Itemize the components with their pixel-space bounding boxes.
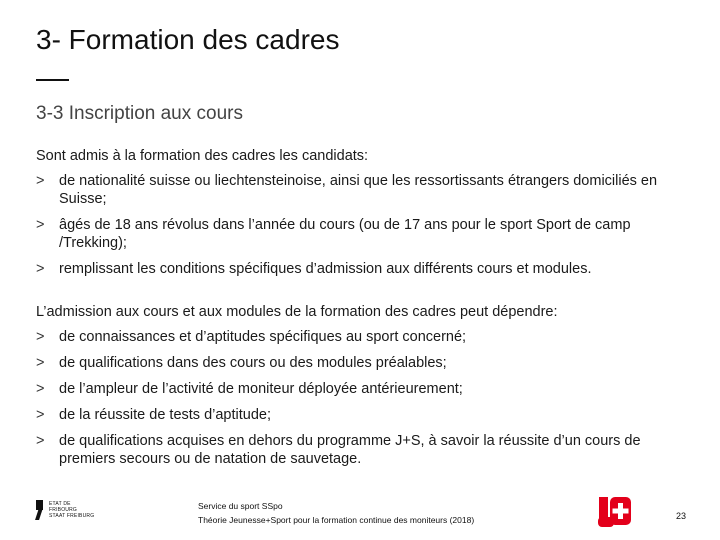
bullet-marker: > xyxy=(36,381,45,397)
list-item-text: de qualifications acquises en dehors du programme J+S, à savoir la réussite d’un cours de premiers secours ou de natation de sauvetage. xyxy=(59,433,641,467)
bullet-marker: > xyxy=(36,433,45,449)
section1-intro: Sont admis à la formation des cadres les candidats: xyxy=(36,148,369,164)
list-item-text: de la réussite de tests d’aptitude; xyxy=(59,407,271,423)
list-item xyxy=(36,172,676,208)
page-title: 3- Formation des cadres xyxy=(36,24,340,55)
list-item xyxy=(36,354,676,372)
bullet-marker: > xyxy=(36,217,45,233)
fribourg-logo-text xyxy=(49,501,96,519)
list-item xyxy=(36,216,676,252)
list-item xyxy=(36,432,676,468)
section2-intro: L’admission aux cours et aux modules de la formation des cadres peut dépendre: xyxy=(36,304,558,320)
page-number: 23 xyxy=(676,511,687,521)
bullet-marker: > xyxy=(36,261,45,277)
main-content xyxy=(36,148,676,476)
footer-document-title: Théorie Jeunesse+Sport pour la formation continue des moniteurs (2018) xyxy=(198,515,475,525)
list-item xyxy=(36,380,676,398)
jeunesse-sport-logo xyxy=(598,495,632,529)
bullet-marker: > xyxy=(36,173,45,189)
list-item-text: de qualifications dans des cours ou des modules préalables; xyxy=(59,355,447,371)
footer-text xyxy=(198,499,474,527)
js-logo-j-stem xyxy=(599,497,608,520)
bullet-marker: > xyxy=(36,355,45,371)
fribourg-logo xyxy=(36,496,96,524)
list-item-text: remplissant les conditions spécifiques d’admission aux différents cours et modules. xyxy=(59,261,592,277)
fribourg-logo-line2: STAAT FREIBURG xyxy=(49,513,95,519)
footer-service: Service du sport SSpo xyxy=(198,501,283,511)
list-item xyxy=(36,328,676,346)
list-item xyxy=(36,406,676,424)
title-underline xyxy=(36,79,69,81)
bullet-marker: > xyxy=(36,407,45,423)
list-item-text: de nationalité suisse ou liechtensteinoise, ainsi que les ressortissants étrangers domiciliés en Suisse; xyxy=(59,173,658,207)
list-item-text: de l’ampleur de l’activité de moniteur déployée antérieurement; xyxy=(59,381,463,397)
bullet-marker: > xyxy=(36,329,45,345)
list-item-text: âgés de 18 ans révolus dans l’année du cours (ou de 17 ans pour le sport Sport de camp /Trekking); xyxy=(59,217,631,251)
fribourg-logo-line1: ETAT DE FRIBOURG xyxy=(49,501,77,513)
section-subtitle: 3-3 Inscription aux cours xyxy=(36,103,243,124)
js-logo-cross-h xyxy=(613,509,629,514)
list-item-text: de connaissances et d’aptitudes spécifiques au sport concerné; xyxy=(59,329,467,345)
list-item xyxy=(36,260,676,278)
